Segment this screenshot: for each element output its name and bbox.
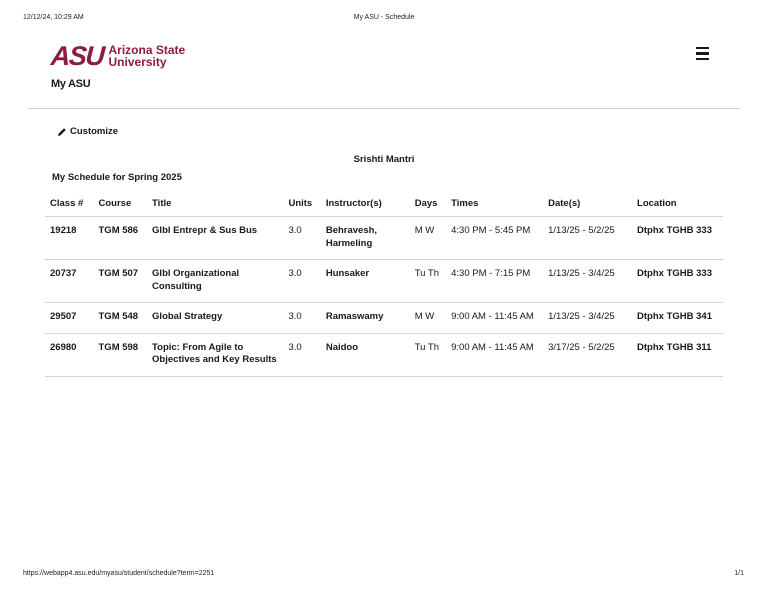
instructor-link[interactable]: Hunsaker (321, 260, 410, 303)
asu-logo-mark: ASU (49, 41, 105, 71)
student-name: Srishti Mantri (353, 154, 415, 165)
units: 3.0 (283, 333, 320, 376)
times: 4:30 PM - 7:15 PM (446, 260, 543, 303)
location-link[interactable]: Dtphx TGHB 341 (632, 303, 723, 334)
units: 3.0 (283, 303, 320, 334)
table-row (45, 260, 723, 303)
col-header-location[interactable]: Location (637, 198, 677, 209)
class-number: 26980 (45, 333, 94, 376)
schedule-table (45, 193, 723, 377)
print-page-number: 1/1 (734, 570, 744, 577)
course-code: TGM 586 (94, 217, 148, 260)
days: M W (410, 217, 446, 260)
col-header-days[interactable]: Days (414, 198, 438, 209)
course-title-link[interactable]: Global Strategy (147, 303, 283, 334)
course-code: TGM 548 (94, 303, 148, 334)
location-link[interactable]: Dtphx TGHB 333 (632, 260, 723, 303)
customize-button[interactable] (57, 126, 118, 137)
dates: 1/13/25 - 3/4/25 (543, 303, 632, 334)
table-row (45, 303, 723, 334)
times: 4:30 PM - 5:45 PM (446, 217, 543, 260)
units: 3.0 (283, 217, 320, 260)
days: Tu Th (410, 260, 446, 303)
course-code: TGM 598 (94, 333, 148, 376)
table-row (45, 333, 723, 376)
col-header-times[interactable]: Times (451, 198, 479, 209)
asu-logo-line1: Arizona State (108, 43, 186, 57)
col-header-course[interactable]: Course (98, 198, 132, 209)
instructor-link[interactable]: Naidoo (321, 333, 410, 376)
table-row (45, 217, 723, 260)
col-header-title[interactable]: Title (152, 198, 172, 209)
class-number: 29507 (45, 303, 94, 334)
location-link[interactable]: Dtphx TGHB 333 (632, 217, 723, 260)
customize-label: Customize (70, 126, 119, 137)
pencil-icon (57, 127, 67, 137)
schedule-heading: My Schedule for Spring 2025 (52, 172, 182, 183)
dates: 3/17/25 - 5/2/25 (543, 333, 632, 376)
asu-logo[interactable] (49, 41, 186, 71)
course-title-link[interactable]: Glbl Organizational Consulting (147, 260, 283, 303)
asu-logo-wordmark (109, 44, 186, 68)
units: 3.0 (283, 260, 320, 303)
times: 9:00 AM - 11:45 AM (446, 303, 543, 334)
col-header-class-num[interactable]: Class # (50, 198, 84, 209)
page-title: My ASU (51, 78, 91, 90)
col-header-dates[interactable]: Date(s) (548, 198, 581, 209)
times: 9:00 AM - 11:45 AM (446, 333, 543, 376)
asu-logo-line2: University (108, 55, 167, 69)
col-header-instructor[interactable]: Instructor(s) (325, 198, 382, 209)
class-number: 20737 (45, 260, 94, 303)
print-page-title: My ASU - Schedule (353, 14, 415, 21)
course-title-link[interactable]: Glbl Entrepr & Sus Bus (147, 217, 283, 260)
location-link[interactable]: Dtphx TGHB 311 (632, 333, 723, 376)
instructor-link[interactable]: Behravesh, Harmeling (321, 217, 410, 260)
print-url: https://webapp4.asu.edu/myasu/student/schedule?term=2251 (23, 570, 215, 577)
header-divider (28, 108, 740, 109)
dates: 1/13/25 - 3/4/25 (543, 260, 632, 303)
class-number: 19218 (45, 217, 94, 260)
dates: 1/13/25 - 5/2/25 (543, 217, 632, 260)
table-header-row (45, 193, 723, 217)
print-datetime: 12/12/24, 10:29 AM (23, 14, 84, 21)
instructor-link[interactable]: Ramaswamy (321, 303, 410, 334)
course-code: TGM 507 (94, 260, 148, 303)
hamburger-menu-icon[interactable] (696, 47, 709, 61)
days: M W (410, 303, 446, 334)
col-header-units[interactable]: Units (288, 198, 313, 209)
course-title-link[interactable]: Topic: From Agile to Objectives and Key Results (147, 333, 283, 376)
days: Tu Th (410, 333, 446, 376)
